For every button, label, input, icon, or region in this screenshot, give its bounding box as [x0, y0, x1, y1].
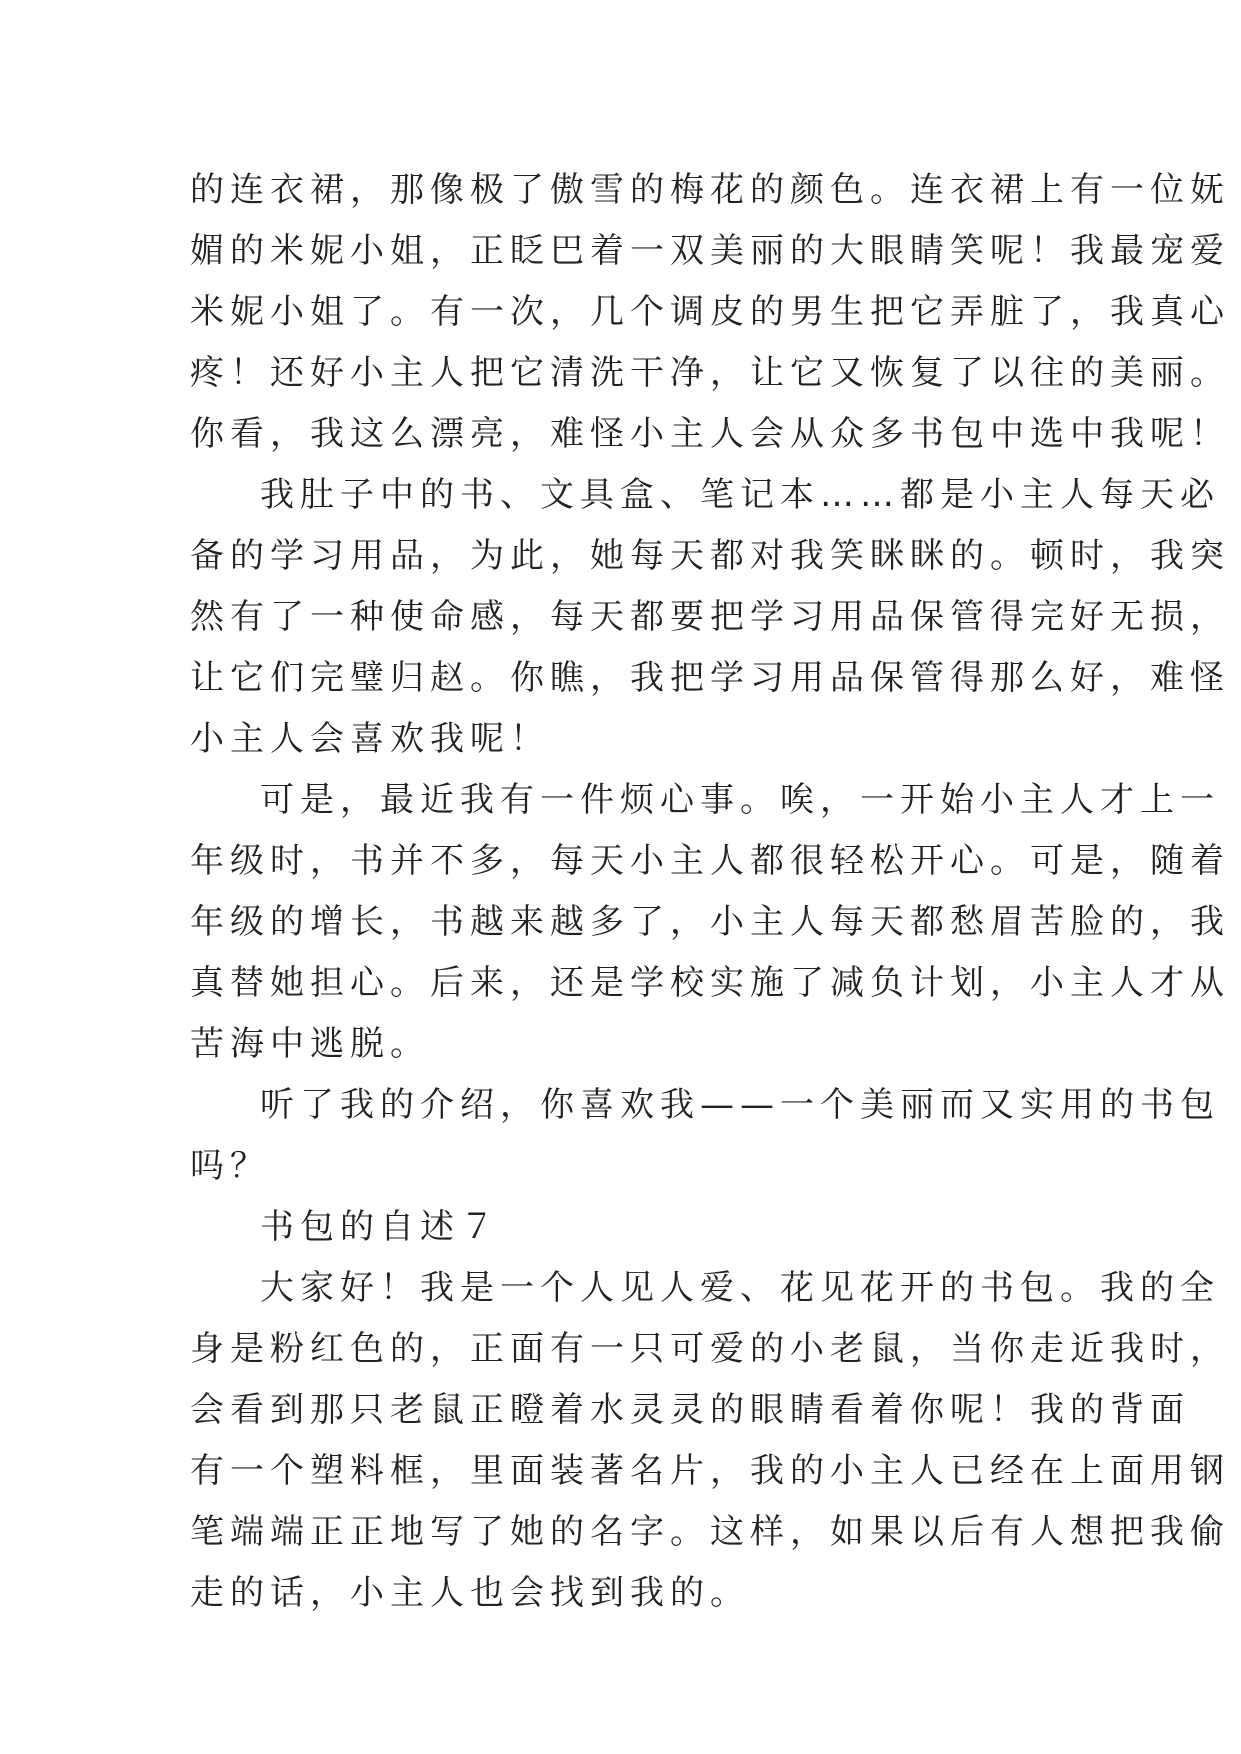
text-line: 备的学习用品，为此，她每天都对我笑眯眯的。顿时，我突 — [190, 536, 1230, 576]
text-line: 年级的增长，书越来越多了，小主人每天都愁眉苦脸的，我 — [190, 902, 1230, 942]
text-line: 大家好！我是一个人见人爱、花见花开的书包。我的全 — [260, 1268, 1220, 1308]
heading-text: 书包的自述７ — [260, 1207, 500, 1247]
text-line: 的连衣裙，那像极了傲雪的梅花的颜色。连衣裙上有一位妩 — [190, 170, 1230, 210]
text-line: 真替她担心。后来，还是学校实施了减负计划，小主人才从 — [190, 963, 1230, 1003]
text-line: 吗？ — [190, 1146, 270, 1186]
text-line: 可是，最近我有一件烦心事。唉，一开始小主人才上一 — [260, 780, 1220, 820]
text-line: 小主人会喜欢我呢！ — [190, 719, 550, 759]
text-line: 笔端端正正地写了她的名字。这样，如果以后有人想把我偷 — [190, 1512, 1230, 1552]
paragraph-6 — [190, 1258, 1230, 1624]
paragraph-2 — [190, 465, 1230, 770]
text-line: 会看到那只老鼠正瞪着水灵灵的眼睛看着你呢！我的背面 — [190, 1390, 1190, 1430]
text-line: 听了我的介绍，你喜欢我——一个美丽而又实用的书包 — [260, 1085, 1220, 1125]
paragraph-3 — [190, 770, 1230, 1075]
text-line: 有一个塑料框，里面装著名片，我的小主人已经在上面用钢 — [190, 1451, 1230, 1491]
text-line: 身是粉红色的，正面有一只可爱的小老鼠，当你走近我时， — [190, 1329, 1230, 1369]
paragraph-1 — [190, 160, 1230, 465]
body-text — [190, 160, 1230, 1624]
text-line: 媚的米妮小姐，正眨巴着一双美丽的大眼睛笑呢！我最宠爱 — [190, 231, 1230, 271]
text-line: 你看，我这么漂亮，难怪小主人会从众多书包中选中我呢！ — [190, 414, 1230, 454]
paragraph-4 — [190, 1075, 1220, 1197]
text-line: 米妮小姐了。有一次，几个调皮的男生把它弄脏了，我真心 — [190, 292, 1230, 332]
text-line: 苦海中逃脱。 — [190, 1024, 430, 1064]
text-line: 然有了一种使命感，每天都要把学习用品保管得完好无损， — [190, 597, 1230, 637]
text-line: 疼！还好小主人把它清洗干净，让它又恢复了以往的美丽。 — [190, 353, 1230, 393]
section-heading — [190, 1197, 1060, 1258]
text-line: 年级时，书并不多，每天小主人都很轻松开心。可是，随着 — [190, 841, 1230, 881]
text-line: 我肚子中的书、文具盒、笔记本……都是小主人每天必 — [260, 475, 1220, 515]
text-line: 让它们完璧归赵。你瞧，我把学习用品保管得那么好，难怪 — [190, 658, 1230, 698]
text-line: 走的话，小主人也会找到我的。 — [190, 1573, 750, 1613]
